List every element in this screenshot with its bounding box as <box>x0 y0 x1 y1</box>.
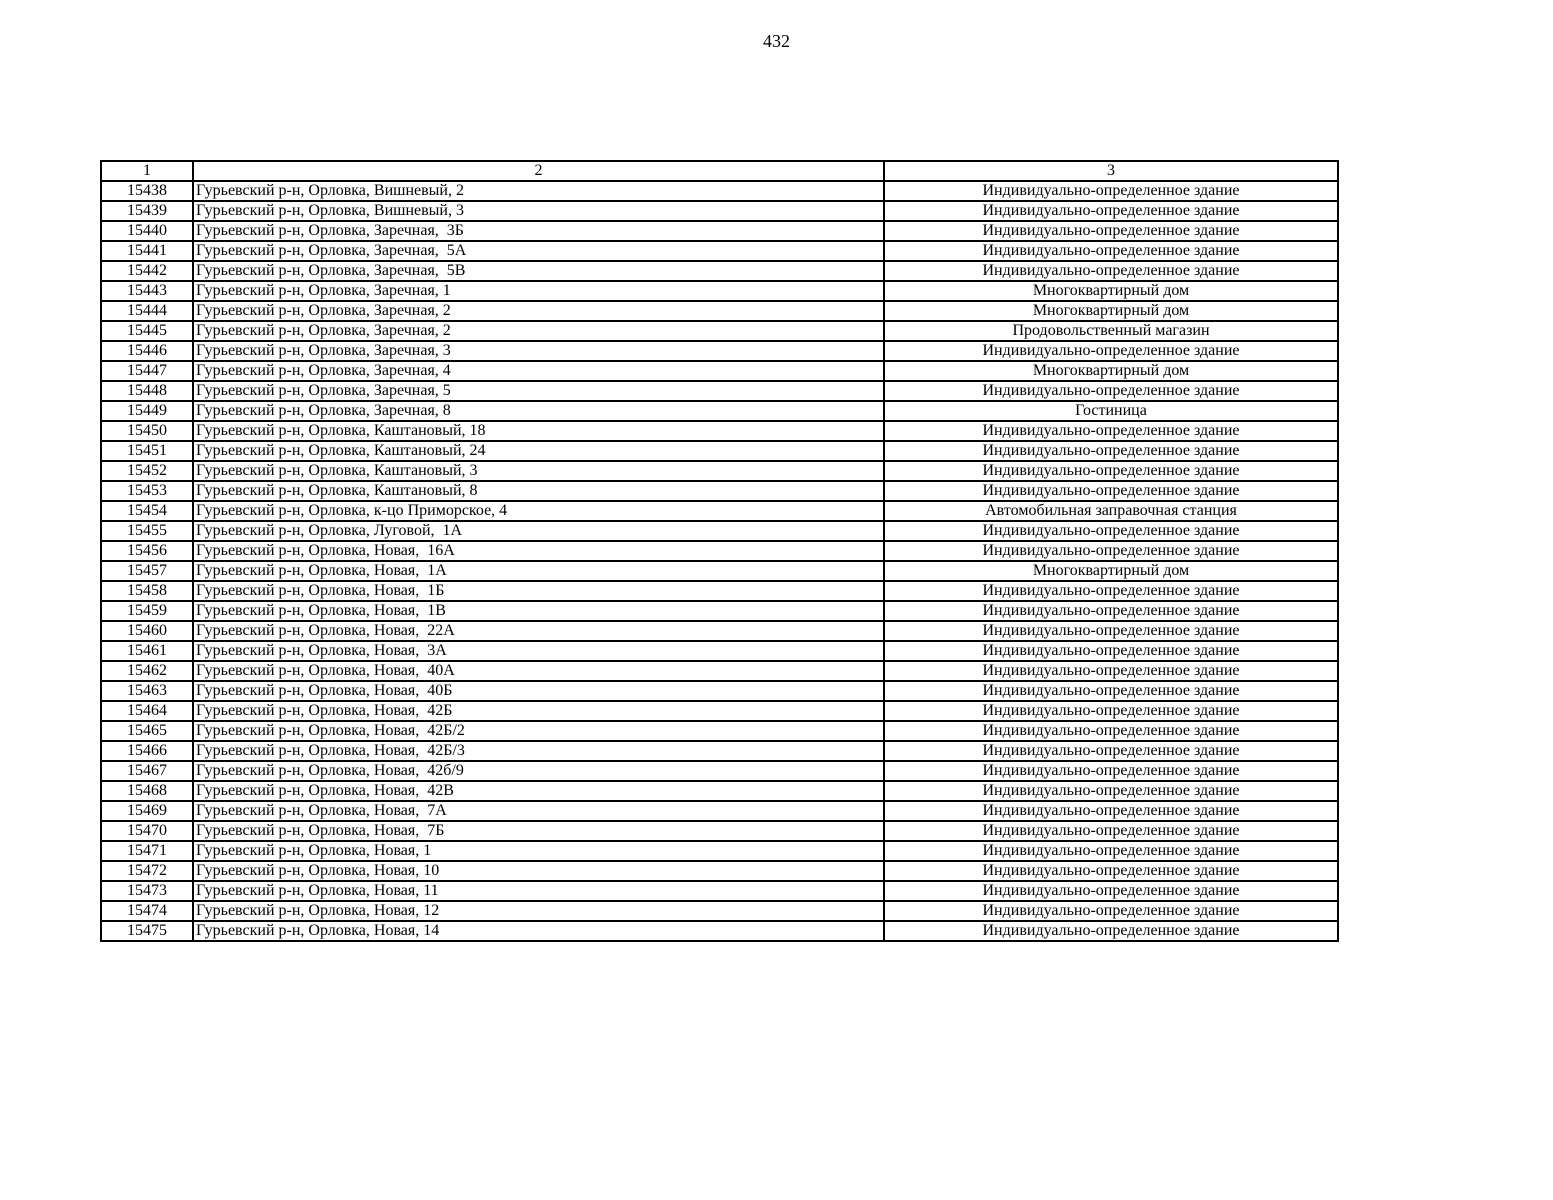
column-header-1: 1 <box>101 161 193 181</box>
table-row <box>101 541 1338 561</box>
row-address-cell: Гурьевский р-н, Орловка, Заречная, 1 <box>193 281 884 301</box>
row-id-cell: 15461 <box>101 641 193 661</box>
row-address-cell: Гурьевский р-н, Орловка, Заречная, 3Б <box>193 221 884 241</box>
row-type-cell: Индивидуально-определенное здание <box>884 701 1338 721</box>
row-type-cell: Индивидуально-определенное здание <box>884 181 1338 201</box>
row-address-cell: Гурьевский р-н, Орловка, Каштановый, 24 <box>193 441 884 461</box>
table-row <box>101 841 1338 861</box>
row-address-cell: Гурьевский р-н, Орловка, Новая, 42Б/3 <box>193 741 884 761</box>
row-address-cell: Гурьевский р-н, Орловка, Новая, 3А <box>193 641 884 661</box>
row-id-cell: 15450 <box>101 421 193 441</box>
row-id-cell: 15462 <box>101 661 193 681</box>
table-row <box>101 441 1338 461</box>
row-address-cell: Гурьевский р-н, Орловка, Новая, 16А <box>193 541 884 561</box>
table-row <box>101 401 1338 421</box>
table-row <box>101 801 1338 821</box>
row-address-cell: Гурьевский р-н, Орловка, Заречная, 8 <box>193 401 884 421</box>
row-address-cell: Гурьевский р-н, Орловка, Новая, 40А <box>193 661 884 681</box>
row-type-cell: Индивидуально-определенное здание <box>884 261 1338 281</box>
row-type-cell: Индивидуально-определенное здание <box>884 521 1338 541</box>
row-type-cell: Многоквартирный дом <box>884 301 1338 321</box>
row-id-cell: 15452 <box>101 461 193 481</box>
row-address-cell: Гурьевский р-н, Орловка, Новая, 40Б <box>193 681 884 701</box>
row-id-cell: 15469 <box>101 801 193 821</box>
row-id-cell: 15475 <box>101 921 193 941</box>
row-id-cell: 15460 <box>101 621 193 641</box>
row-type-cell: Индивидуально-определенное здание <box>884 841 1338 861</box>
row-address-cell: Гурьевский р-н, Орловка, Новая, 22А <box>193 621 884 641</box>
table-row <box>101 181 1338 201</box>
row-id-cell: 15474 <box>101 901 193 921</box>
table-row <box>101 241 1338 261</box>
row-address-cell: Гурьевский р-н, Орловка, Новая, 11 <box>193 881 884 901</box>
table-row <box>101 301 1338 321</box>
row-address-cell: Гурьевский р-н, Орловка, Заречная, 4 <box>193 361 884 381</box>
row-id-cell: 15472 <box>101 861 193 881</box>
table-body <box>101 181 1338 941</box>
row-address-cell: Гурьевский р-н, Орловка, Каштановый, 8 <box>193 481 884 501</box>
row-address-cell: Гурьевский р-н, Орловка, Каштановый, 18 <box>193 421 884 441</box>
table-row <box>101 661 1338 681</box>
row-id-cell: 15468 <box>101 781 193 801</box>
table-row <box>101 761 1338 781</box>
table-row <box>101 741 1338 761</box>
row-address-cell: Гурьевский р-н, Орловка, Новая, 1 <box>193 841 884 861</box>
row-id-cell: 15470 <box>101 821 193 841</box>
row-type-cell: Индивидуально-определенное здание <box>884 421 1338 441</box>
row-id-cell: 15441 <box>101 241 193 261</box>
table-row <box>101 901 1338 921</box>
row-id-cell: 15449 <box>101 401 193 421</box>
header-row <box>101 161 1338 181</box>
row-id-cell: 15438 <box>101 181 193 201</box>
row-address-cell: Гурьевский р-н, Орловка, Вишневый, 2 <box>193 181 884 201</box>
table-row <box>101 381 1338 401</box>
row-type-cell: Индивидуально-определенное здание <box>884 761 1338 781</box>
row-type-cell: Многоквартирный дом <box>884 561 1338 581</box>
row-type-cell: Гостиница <box>884 401 1338 421</box>
column-header-2: 2 <box>193 161 884 181</box>
row-address-cell: Гурьевский р-н, Орловка, Заречная, 3 <box>193 341 884 361</box>
row-address-cell: Гурьевский р-н, Орловка, Новая, 12 <box>193 901 884 921</box>
row-id-cell: 15466 <box>101 741 193 761</box>
column-header-3: 3 <box>884 161 1338 181</box>
row-address-cell: Гурьевский р-н, Орловка, Заречная, 5В <box>193 261 884 281</box>
table-row <box>101 601 1338 621</box>
row-id-cell: 15459 <box>101 601 193 621</box>
table-row <box>101 281 1338 301</box>
row-type-cell: Индивидуально-определенное здание <box>884 481 1338 501</box>
row-type-cell: Индивидуально-определенное здание <box>884 641 1338 661</box>
row-id-cell: 15451 <box>101 441 193 461</box>
row-type-cell: Многоквартирный дом <box>884 361 1338 381</box>
row-type-cell: Автомобильная заправочная станция <box>884 501 1338 521</box>
row-address-cell: Гурьевский р-н, Орловка, Вишневый, 3 <box>193 201 884 221</box>
table-row <box>101 221 1338 241</box>
row-type-cell: Индивидуально-определенное здание <box>884 681 1338 701</box>
row-type-cell: Индивидуально-определенное здание <box>884 221 1338 241</box>
table-row <box>101 701 1338 721</box>
row-id-cell: 15473 <box>101 881 193 901</box>
row-address-cell: Гурьевский р-н, Орловка, Каштановый, 3 <box>193 461 884 481</box>
row-id-cell: 15448 <box>101 381 193 401</box>
row-type-cell: Индивидуально-определенное здание <box>884 381 1338 401</box>
table-row <box>101 581 1338 601</box>
table-row <box>101 781 1338 801</box>
row-id-cell: 15446 <box>101 341 193 361</box>
row-type-cell: Индивидуально-определенное здание <box>884 781 1338 801</box>
row-address-cell: Гурьевский р-н, Орловка, Луговой, 1А <box>193 521 884 541</box>
row-type-cell: Индивидуально-определенное здание <box>884 881 1338 901</box>
table-row <box>101 521 1338 541</box>
row-address-cell: Гурьевский р-н, Орловка, Новая, 10 <box>193 861 884 881</box>
registry-table <box>100 160 1339 942</box>
row-address-cell: Гурьевский р-н, Орловка, Новая, 42б/9 <box>193 761 884 781</box>
row-type-cell: Индивидуально-определенное здание <box>884 801 1338 821</box>
row-type-cell: Индивидуально-определенное здание <box>884 901 1338 921</box>
table-row <box>101 341 1338 361</box>
row-address-cell: Гурьевский р-н, Орловка, Заречная, 2 <box>193 321 884 341</box>
row-id-cell: 15443 <box>101 281 193 301</box>
row-type-cell: Продовольственный магазин <box>884 321 1338 341</box>
table-row <box>101 361 1338 381</box>
row-id-cell: 15453 <box>101 481 193 501</box>
row-id-cell: 15465 <box>101 721 193 741</box>
row-type-cell: Индивидуально-определенное здание <box>884 201 1338 221</box>
row-address-cell: Гурьевский р-н, Орловка, Новая, 1Б <box>193 581 884 601</box>
row-address-cell: Гурьевский р-н, Орловка, Новая, 1В <box>193 601 884 621</box>
row-id-cell: 15442 <box>101 261 193 281</box>
table-row <box>101 881 1338 901</box>
table-row <box>101 421 1338 441</box>
row-id-cell: 15455 <box>101 521 193 541</box>
row-type-cell: Индивидуально-определенное здание <box>884 441 1338 461</box>
row-address-cell: Гурьевский р-н, Орловка, Заречная, 2 <box>193 301 884 321</box>
row-id-cell: 15471 <box>101 841 193 861</box>
row-id-cell: 15440 <box>101 221 193 241</box>
table-row <box>101 821 1338 841</box>
table-row <box>101 201 1338 221</box>
row-address-cell: Гурьевский р-н, Орловка, Новая, 7А <box>193 801 884 821</box>
row-address-cell: Гурьевский р-н, Орловка, Новая, 42В <box>193 781 884 801</box>
row-id-cell: 15447 <box>101 361 193 381</box>
row-address-cell: Гурьевский р-н, Орловка, Новая, 7Б <box>193 821 884 841</box>
row-address-cell: Гурьевский р-н, Орловка, к-цо Приморское, 4 <box>193 501 884 521</box>
row-address-cell: Гурьевский р-н, Орловка, Заречная, 5 <box>193 381 884 401</box>
row-id-cell: 15444 <box>101 301 193 321</box>
row-id-cell: 15439 <box>101 201 193 221</box>
row-id-cell: 15454 <box>101 501 193 521</box>
row-id-cell: 15463 <box>101 681 193 701</box>
row-type-cell: Многоквартирный дом <box>884 281 1338 301</box>
row-type-cell: Индивидуально-определенное здание <box>884 921 1338 941</box>
table-row <box>101 321 1338 341</box>
table-row <box>101 861 1338 881</box>
row-type-cell: Индивидуально-определенное здание <box>884 661 1338 681</box>
row-type-cell: Индивидуально-определенное здание <box>884 621 1338 641</box>
row-type-cell: Индивидуально-определенное здание <box>884 821 1338 841</box>
row-type-cell: Индивидуально-определенное здание <box>884 741 1338 761</box>
row-type-cell: Индивидуально-определенное здание <box>884 861 1338 881</box>
row-address-cell: Гурьевский р-н, Орловка, Новая, 14 <box>193 921 884 941</box>
row-id-cell: 15464 <box>101 701 193 721</box>
row-id-cell: 15457 <box>101 561 193 581</box>
row-id-cell: 15458 <box>101 581 193 601</box>
row-id-cell: 15456 <box>101 541 193 561</box>
table-row <box>101 481 1338 501</box>
row-address-cell: Гурьевский р-н, Орловка, Новая, 42Б <box>193 701 884 721</box>
table-row <box>101 641 1338 661</box>
row-type-cell: Индивидуально-определенное здание <box>884 601 1338 621</box>
row-address-cell: Гурьевский р-н, Орловка, Заречная, 5А <box>193 241 884 261</box>
table-row <box>101 681 1338 701</box>
row-type-cell: Индивидуально-определенное здание <box>884 721 1338 741</box>
row-type-cell: Индивидуально-определенное здание <box>884 341 1338 361</box>
row-type-cell: Индивидуально-определенное здание <box>884 241 1338 261</box>
table-row <box>101 561 1338 581</box>
table-row <box>101 921 1338 941</box>
row-id-cell: 15445 <box>101 321 193 341</box>
row-id-cell: 15467 <box>101 761 193 781</box>
row-type-cell: Индивидуально-определенное здание <box>884 581 1338 601</box>
table-row <box>101 721 1338 741</box>
row-address-cell: Гурьевский р-н, Орловка, Новая, 1А <box>193 561 884 581</box>
table-row <box>101 461 1338 481</box>
table-row <box>101 621 1338 641</box>
row-type-cell: Индивидуально-определенное здание <box>884 461 1338 481</box>
row-address-cell: Гурьевский р-н, Орловка, Новая, 42Б/2 <box>193 721 884 741</box>
row-type-cell: Индивидуально-определенное здание <box>884 541 1338 561</box>
table-row <box>101 261 1338 281</box>
table-row <box>101 501 1338 521</box>
page-number: 432 <box>763 31 790 51</box>
